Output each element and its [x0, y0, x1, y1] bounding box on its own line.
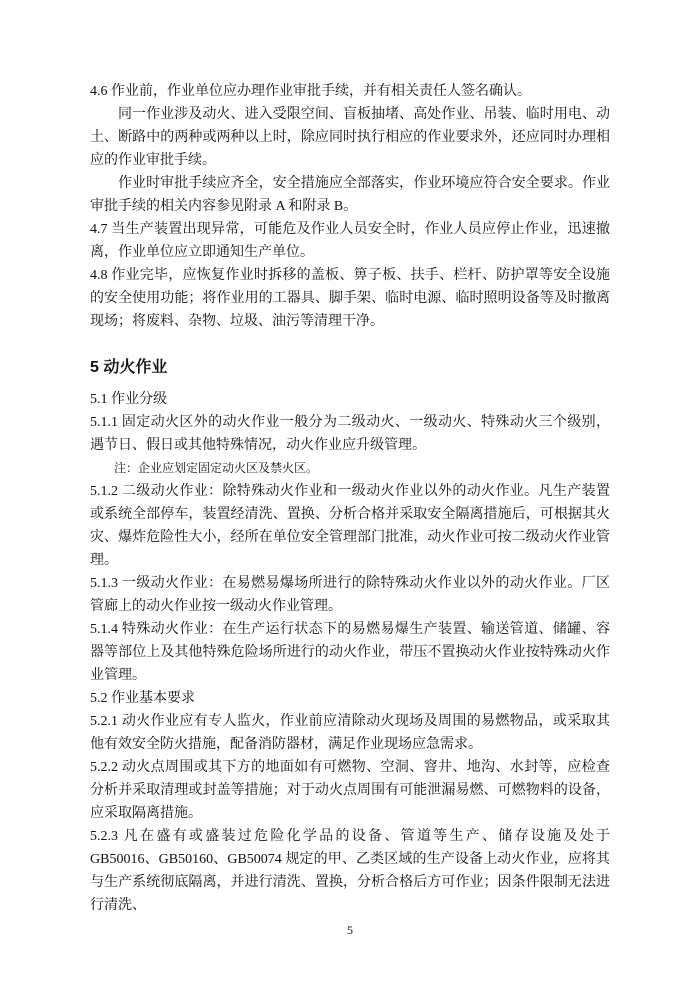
clause-4-8: 4.8 作业完毕，应恢复作业时拆移的盖板、箅子板、扶手、栏杆、防护罩等安全设施的安全使用功能；将作业用的工器具、脚手架、临时电源、临时照明设备等及时撤离现场；将废料、杂物、垃圾、油污等清理干净。: [90, 268, 610, 329]
paragraph-approval: 作业时审批手续应齐全，安全措施应全部落实，作业环境应符合安全要求。作业审批手续的相关内容参见附录 A 和附录 B。: [90, 176, 610, 214]
note-fixed-fire-zone: 注：企业应划定固定动火区及禁火区。: [114, 461, 319, 475]
clause-4-7: 4.7 当生产装置出现异常，可能危及作业人员安全时，作业人员应停止作业，迅速撤离，作业单位应立即通知生产单位。: [90, 222, 610, 260]
page-number: 5: [347, 923, 353, 937]
section-heading-5: 5 动火作业: [90, 359, 168, 376]
clause-5-2-2: 5.2.2 动火点周围或其下方的地面如有可燃物、空洞、窨井、地沟、水封等，应检查分析并采取清理或封盖等措施；对于动火点周围有可能泄漏易燃、可燃物料的设备，应采取隔离措施。: [90, 760, 610, 821]
clause-5-1-4: 5.1.4 特殊动火作业：在生产运行状态下的易燃易爆生产装置、输送管道、储罐、容器等部位上及其他特殊危险场所进行的动火作业，带压不置换动火作业按特殊动火作业管理。: [90, 622, 610, 683]
clause-5-2-1: 5.2.1 动火作业应有专人监火，作业前应清除动火现场及周围的易燃物品，或采取其他有效安全防火措施，配备消防器材，满足作业现场应急需求。: [90, 714, 610, 752]
document-content: [90, 80, 610, 917]
paragraph-multi-job: 同一作业涉及动火、进入受限空间、盲板抽堵、高处作业、吊装、临时用电、动土、断路中的两种或两种以上时，除应同时执行相应的作业要求外，还应同时办理相应的作业审批手续。: [90, 107, 610, 168]
clause-5-2-3: 5.2.3 凡在盛有或盛装过危险化学品的设备、管道等生产、储存设施及处于 GB50016、GB50160、GB50074 规定的甲、乙类区域的生产设备上动火作业，应将其与生产系统彻底隔离，并进行清洗、置换，分析合格后方可作业；因条件限制无法进行清洗、: [90, 829, 610, 913]
clause-5-1-1: 5.1.1 固定动火区外的动火作业一般分为二级动火、一级动火、特殊动火三个级别，遇节日、假日或其他特殊情况，动火作业应升级管理。: [90, 415, 610, 453]
clause-5-1-3: 5.1.3 一级动火作业：在易燃易爆场所进行的除特殊动火作业以外的动火作业。厂区管廊上的动火作业按一级动火作业管理。: [90, 576, 610, 614]
clause-5-1-2: 5.1.2 二级动火作业：除特殊动火作业和一级动火作业以外的动火作业。凡生产装置或系统全部停车，装置经清洗、置换、分析合格并采取安全隔离措施后，可根据其火灾、爆炸危险性大小，经所在单位安全管理部门批准，动火作业可按二级动火作业管理。: [90, 484, 610, 568]
clause-5-1: 5.1 作业分级: [90, 392, 167, 407]
page-footer: [0, 923, 700, 938]
clause-4-6: 4.6 作业前，作业单位应办理作业审批手续，并有相关责任人签名确认。: [90, 84, 531, 99]
clause-5-2: 5.2 作业基本要求: [90, 691, 195, 706]
